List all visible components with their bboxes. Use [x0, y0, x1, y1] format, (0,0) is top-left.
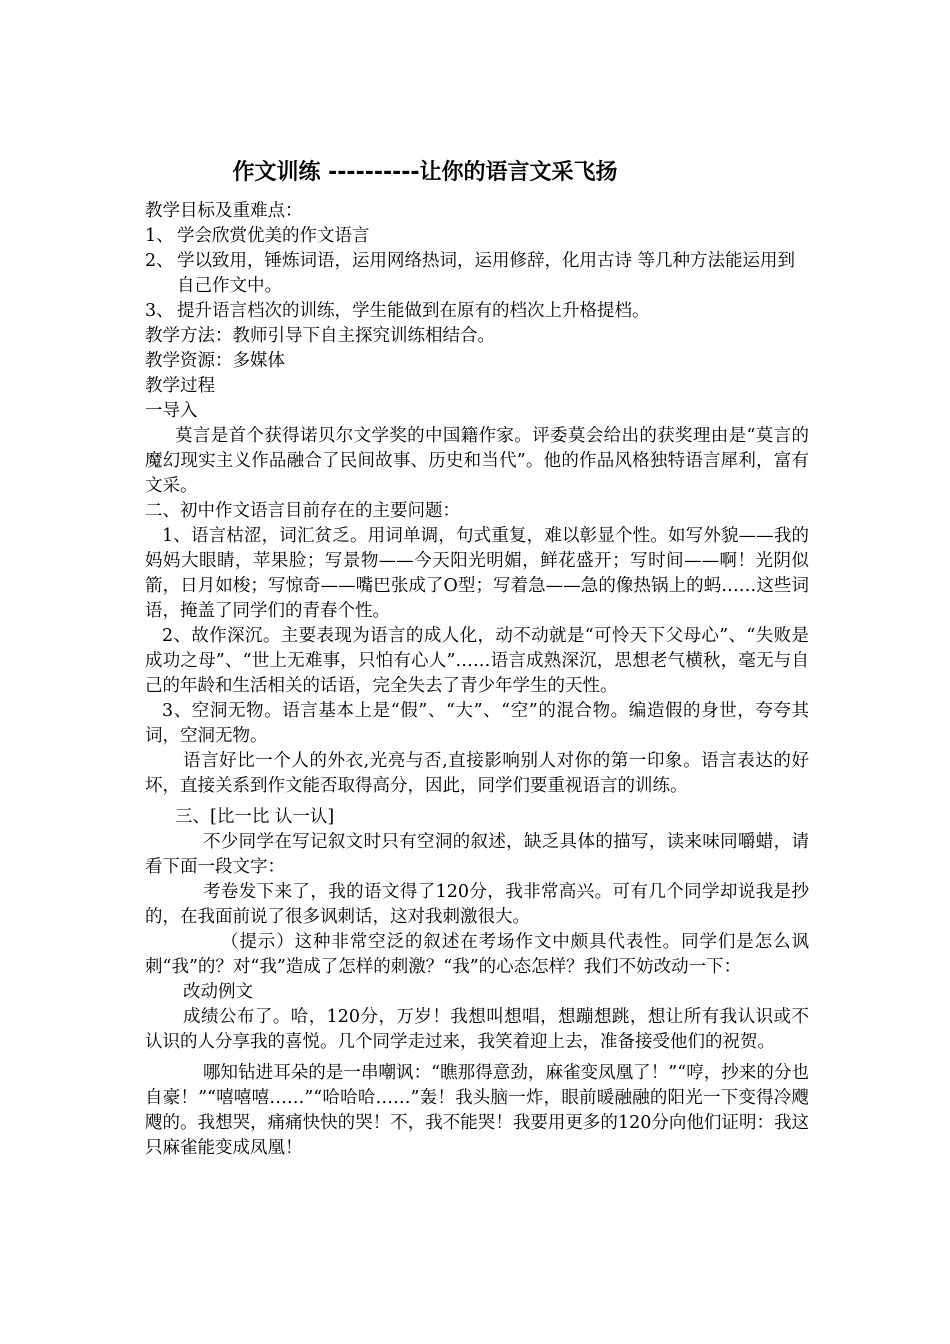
hint-paragraph: （提示）这种非常空泛的叙述在考场作文中颇具代表性。同学们是怎么讽刺“我”的？对“我”造成了怎样的刺激？“我”的心态怎样？我们不妨改动一下：	[145, 932, 809, 977]
teaching-method: 教学方法：教师引导下自主探究训练相结合。	[145, 326, 495, 346]
objective-text: 学以致用，锤炼词语，运用网络热词，运用修辞，化用古诗 等几种方法能运用到自己作文中。	[177, 251, 796, 296]
problem-1-paragraph: 1、语言枯涩，词汇贫乏。用词单调，句式重复，难以彰显个性。如写外貌——我的妈妈大眼睛，苹果脸；写景物——今天阳光明媚，鲜花盛开；写时间——啊！光阴似箭，日月如梭；写惊奇——嘴巴张成了O型；写着急——急的像热锅上的蚂……这些词语，掩盖了同学们的青春个性。	[145, 526, 809, 621]
revised-paragraph-2: 哪知钻进耳朵的是一串嘲讽：“瞧那得意劲，麻雀变凤凰了！”“哼，抄来的分也自豪！”“嘻嘻嘻……”“哈哈哈……”轰！我头脑一炸，眼前暖融融的阳光一下变得冷飕飕的。我想哭，痛痛快快的哭！不，我不能哭！我要用更多的120分向他们证明：我这只麻雀能变成凤凰！	[145, 1063, 809, 1158]
objective-item-1	[145, 224, 809, 249]
objective-item-2	[145, 249, 809, 299]
teaching-resources: 教学资源：多媒体	[145, 351, 285, 371]
document-title: 作文训练 ----------让你的语言文采飞扬	[232, 160, 618, 185]
objective-item-3	[145, 299, 809, 324]
section-2-heading: 二、初中作文语言目前存在的主要问题：	[145, 501, 460, 521]
objective-number: 2、	[145, 251, 174, 271]
section-3-heading: 三、[比一比 认一认]	[175, 807, 335, 827]
summary-paragraph: 语言好比一个人的外衣,光亮与否,直接影响别人对你的第一印象。语言表达的好坏，直接关系到作文能否取得高分，因此，同学们要重视语言的训练。	[145, 751, 809, 796]
section-1-heading: 一导入	[145, 401, 198, 421]
objectives-heading: 教学目标及重难点：	[145, 201, 303, 221]
problem-3-paragraph: 3、空洞无物。语言基本上是“假”、“大”、“空”的混合物。编造假的身世，夸夸其词，空洞无物。	[145, 701, 809, 746]
sample-text-paragraph: 考卷发下来了，我的语文得了120分，我非常高兴。可有几个同学却说我是抄的，在我面前说了很多讽刺话，这对我刺激很大。	[145, 882, 809, 927]
problem-2-paragraph: 2、故作深沉。主要表现为语言的成人化，动不动就是“可怜天下父母心”、“失败是成功之母”、“世上无难事，只怕有心人”……语言成熟深沉，思想老气横秋，毫无与自己的年龄和生活相关的话语，完全失去了青少年学生的天性。	[145, 626, 809, 696]
objective-text: 学会欣赏优美的作文语言	[177, 226, 370, 246]
objective-number: 1、	[145, 226, 174, 246]
objective-text: 提升语言档次的训练，学生能做到在原有的档次上升格提档。	[177, 301, 650, 321]
revised-example-heading: 改动例文	[183, 982, 253, 1002]
revised-paragraph-1: 成绩公布了。哈，120分，万岁！我想叫想唱，想蹦想跳，想让所有我认识或不认识的人分享我的喜悦。几个同学走过来，我笑着迎上去，准备接受他们的祝贺。	[145, 1007, 809, 1052]
document-body	[145, 199, 809, 1161]
section-3-intro: 不少同学在写记叙文时只有空洞的叙述，缺乏具体的描写，读来味同嚼蜡，请看下面一段文字：	[145, 832, 809, 877]
objective-number: 3、	[145, 301, 174, 321]
teaching-process-heading: 教学过程	[145, 376, 215, 396]
section-1-paragraph: 莫言是首个获得诺贝尔文学奖的中国籍作家。评委莫会给出的获奖理由是“莫言的魔幻现实主义作品融合了民间故事、历史和当代”。他的作品风格独特语言犀利，富有文采。	[145, 426, 809, 496]
